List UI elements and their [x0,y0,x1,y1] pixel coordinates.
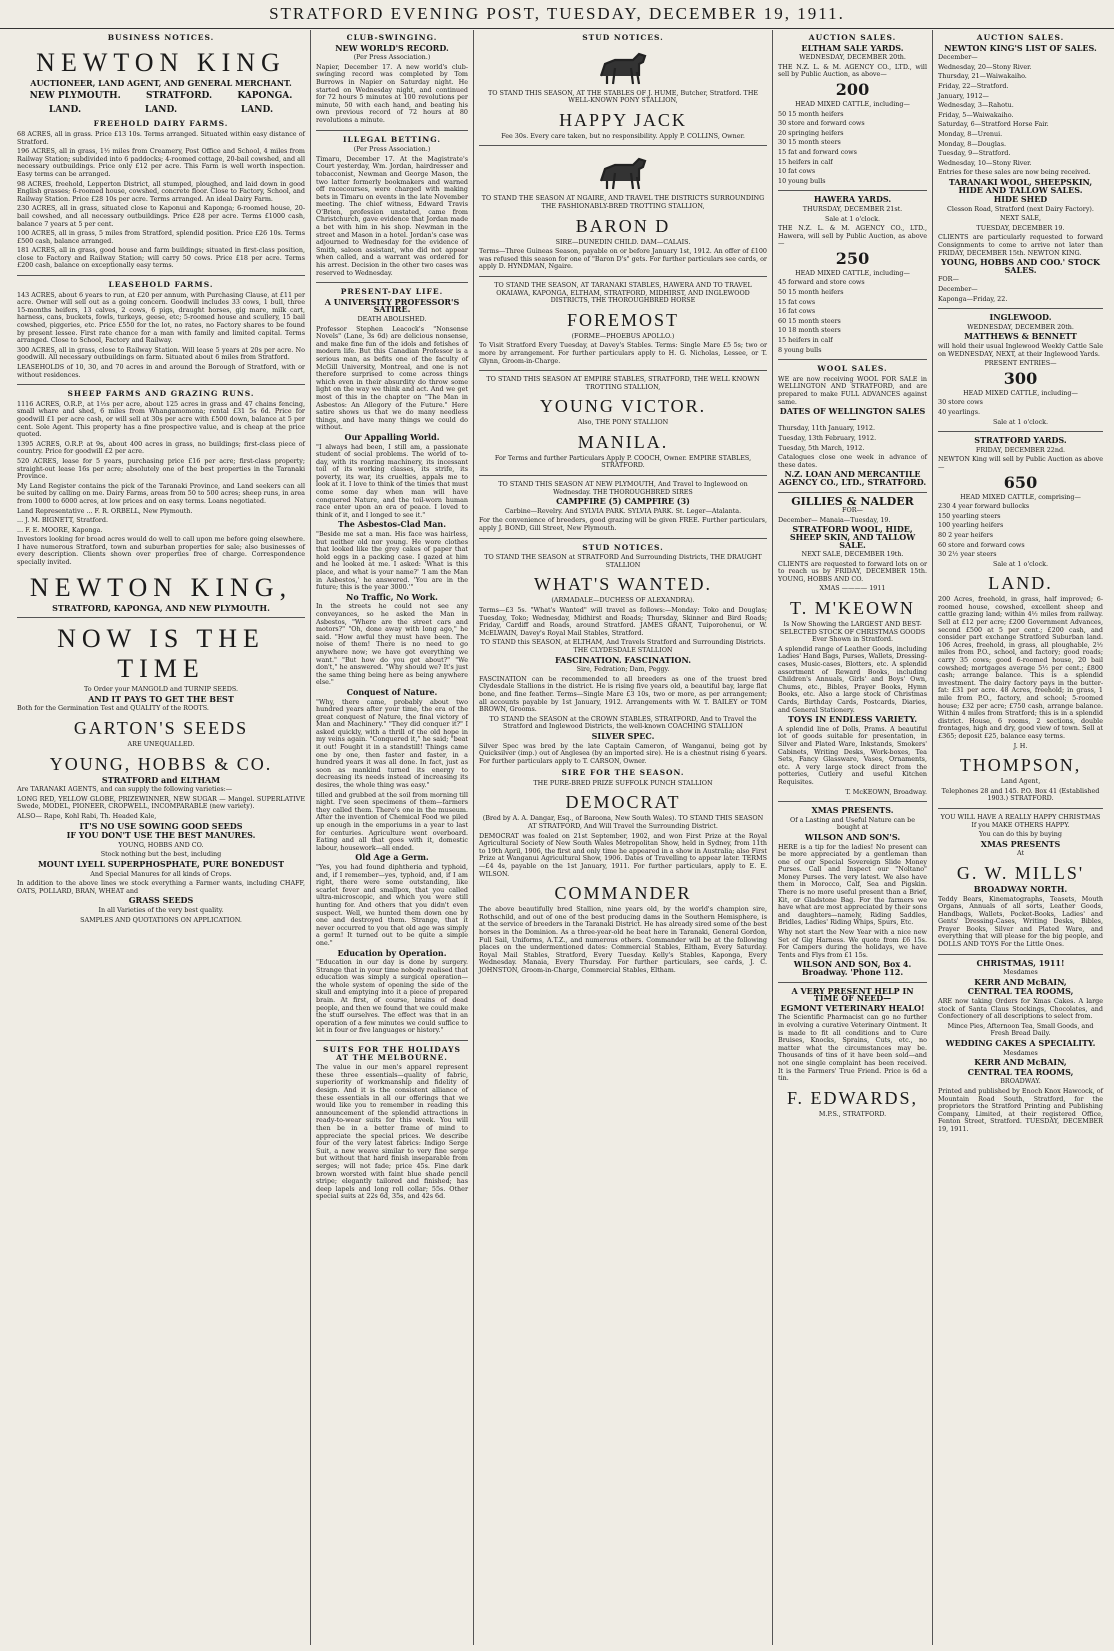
yv-also: Also, THE PONY STALLION [577,418,669,427]
town-new-plymouth: NEW PLYMOUTH. [29,91,121,102]
divider [316,130,468,131]
xp-text: HERE is a tip for the ladies! No present can be more appreciated by a gentleman than one of our Special Sovereign Slide Money Purses. Call and Inspect our "Noltano" Money Purses. The very latest. We also have them in Morocco, Calf, Sea and Pigskin. There is no more useful present than a Brief, Kit, or Gladstone Bag. For the farmers we have what are most appreciated by their sons and daughters—namely, Riding Saddles, Bridles, Ladies' Riding Whips, Spurs, Etc. [778,842,927,927]
bd-terms: Terms—Three Guineas Season, payable on or before January 1st, 1912. An offer of £100 was refused this season for one of "Baron D's" gets. For further particulars see cards, or apply D. HYNDMAN, Ngaire. [479,247,767,271]
listing: 1395 ACRES, O.R.P. at 9s, about 400 acres in grass, no buildings; first-class piece of country. Price for goodwill £2 per acre. [17,439,305,456]
cm-name: COMMANDER [554,883,692,904]
stud2-title: STUD NOTICES. [582,542,664,552]
horse-icon [593,151,653,191]
sale-date: Monday, 8—Douglas. [938,139,1007,148]
ss-terms: Silver Spec was bred by the late Captain Cameron, of Wanganui, being got by Quicksilver (imp.) out of Anglesea (by an imported sire). He is a chestnut rising 6 years. For further particulars apply to T. CARSON, Owner. [479,741,767,765]
eltham-date: WEDNESDAY, DECEMBER 20th. [799,53,906,62]
sale-date: Friday, 22—Stratford. [938,81,1009,90]
divider [316,282,468,283]
stock-line: Stock nothing but the best, including [100,850,222,859]
wellington-title: DATES OF WELLINGTON SALES— [779,406,926,424]
listing: 143 ACRES, about 6 years to run, at £20 per annum, with Purchasing Clause, at £11 per acre. Owner will sell out as a going concern. Goodwill includes 33 cows, 1 bull, three 15-months heifers, 13 calves, 2 cows, 6 pigs, draught horses, gig mare, milk cart, harness, cans, buckets, fowls, turkeys, geese, etc; 5-roomed house and scullery, 15 bail cowshed, piggeries, etc. Price £550 for the lot, no rates, no Factory shares to be found by present lessee. First rate chance for a man with family and limited capital. Terms arranged. Close to School, Factory and Railway. [17,290,305,345]
yhs-item: FOR— [938,275,959,284]
inglewood-date: WEDNESDAY, DECEMBER 20th. [967,322,1074,331]
firm-name: NEWTON KING [36,47,286,77]
young-hobbs-co: YOUNG, HOBBS & CO. [49,753,273,774]
nzl1-count: 200 [835,79,870,99]
listing: 181 ACRES, all in grass, good house and farm buildings; situated in first-class position, close to Factory and Railway Station; will carry 50 cows. Price £18 per acre. Terms £200 cash, balance on exceptionally easy terms. [17,246,305,270]
pdl-text: Professor Stephen Leacock's "Nonsense Novels" (Lane, 3s 6d) are delicious nonsense, and make fine fun of the idols and fetishes of modern life. But this Canadian Professor is a serious man, as befits one of the faculty of McGill University, Montreal, and one is not therefore surprised to come across things which even in their absurdity do throw some light on the way we think and act. And we get most of this in the chapter on "The Man in Asbestos: An Allegory of the Future." Here satire shows us that we do many needless things, and have many things we could do without. [316,324,468,432]
grass-seeds: GRASS SEEDS [128,895,194,906]
pdl-sub: DEATH ABOLISHED. [357,315,427,323]
central-tea-rooms: CENTRAL TEA ROOMS, [967,986,1074,997]
yv-name: YOUNG VICTOR. [539,396,707,417]
bd-sire: SIRE—DUNEDIN CHILD. DAM—CALAIS. [555,237,691,246]
cattle-item: 15 heifers in calf [778,336,833,345]
yv-name2: MANILA. [577,431,669,452]
gw-text: Teddy Bears, Kinematographs, Teasets, Mouth Organs, Annuals of all sorts, Leather Goods, Handbags, Wallets, Pocket-Books, Ladies' and Gents' Dressing-Cases, Writing Desks, Bibles, Prayer Books, Silver and Plated Ware, and everything that will please for the big people, and DOLLS AND TOYS For the Little Ones. [938,894,1103,949]
sale-date: Wednesday, 20—Stony River. [938,62,1032,71]
stratford-yards: STRATFORD YARDS. [974,435,1067,446]
mount-lyell-line: MOUNT LYELL SUPERPHOSPHATE, PURE BONEDUST [37,858,285,869]
thompson-name: THOMPSON, [959,755,1082,776]
cattle-item: 100 yearling heifers [938,521,1004,530]
germination-line: Both for the Germination Test and QUALITY of the ROOTS. [17,704,209,713]
club-byline: (Per Press Association.) [353,53,431,62]
fm-pedigree: (FORME—PHOEBUS APOLLO.) [571,331,675,340]
km-mince: Mince Pies, Afternoon Tea, Small Goods, and Fresh Bread Daily. [947,1021,1094,1038]
divider [778,982,927,983]
pays-line: AND IT PAYS TO GET THE BEST [88,693,234,704]
mb-text: will hold their usual Inglewood Weekly Cattle Sale on WEDNESDAY, NEXT, at their Inglewood Yards. [938,342,1103,358]
listing: 68 ACRES, all in grass. Price £13 10s. Terms arranged. Situated within easy distance of Stratford. [17,129,305,146]
ww-name: WHAT'S WANTED. [534,574,712,595]
eltham-yards: ELTHAM SALE YARDS. [801,42,904,53]
buried-text: tilled and grubbed at the soil from morning till night. I've seen specimens of them—farmers they called them. There's one in the museum. After the invention of Chemical Food we piled up enough in the emporiums in a year to last for centuries. Agriculture went overboard. Eating and all that goes with it, domestic labour, housework—all ended. [316,790,468,852]
divider [479,475,767,476]
also-line: ALSO— Rape, Kohl Rabi, Th. Headed Kale, [17,812,157,820]
wool-text: WE are now receiving WOOL FOR SALE in WELLINGTON AND STRATFORD, and are prepared to make FULL ADVANCES against same. [778,374,927,406]
wool-title: WOOL SALES. [817,364,888,374]
nk-title: NEWTON KING'S LIST OF SALES. [944,42,1097,53]
wellington-date: Thursday, 11th January, 1912. [778,424,875,433]
hide-shed: HIDE SHED [993,194,1048,205]
divider [778,801,927,802]
listing: 100 ACRES, all in grass, 5 miles from Stratford, splendid position. Price £26 10s. Terms £500 cash, balance arranged. [17,229,305,245]
fas-sub: Sire, Fedration; Dam, Peggy. [576,665,670,674]
stratford-date: FRIDAY, DECEMBER 22nd. [975,445,1066,454]
masthead: STRATFORD EVENING POST, TUESDAY, DECEMBER 19, 1911. [0,0,1114,29]
yhs-item: Kaponga—Friday, 22. [938,294,1008,303]
gw-address: BROADWAY NORTH. [973,883,1068,894]
fm-name: FOREMOST [566,309,680,330]
broadway: BROADWAY. [1000,1077,1041,1086]
column-auction-sales-2 [932,30,1108,1645]
appal-text: "I always had been, I still am, a passionate student of social problems. The world of to-day, with its roaring machinery, its incessant toil of its working classes, its strife, its poverty, its war, its cruelties, appals me to look at it. I love to think of the times that must come some day when man will have conquered Nature, and the toil-worn human race enter upon an era of peace. I loved to think of it, and I longed to see it." [316,442,468,519]
unequalled: ARE UNEQUALLED. [127,740,195,749]
special-manures: And Special Manures for all kinds of Crops. [90,869,232,878]
cattle-item: 80 2 year heifers [938,530,993,539]
fas-intro: TO STAND this SEASON, at ELTHAM, And Travels Stratford and Surrounding Districts. THE CLYDESDALE STALLION [480,638,766,654]
sale-date: Wednesday, 10—Stony River. [938,158,1032,167]
land-title: LAND. [988,573,1053,594]
asbestos-text: "Beside me sat a man. His face was hairless, but neither old nor young. He wore clothes that looked like the grey cakes of paper that hold eggs in a packing case. I gazed at him and he looked at me. I asked: 'What is this place, and what is your name?' 'I am the Man in Asbestos,' he answered. 'You are in the future; this is the year 3000.'" [316,530,468,592]
thompson-initials: J. H. [1013,741,1028,750]
asbestos-sub: The Asbestos-Clad Man. [337,519,446,530]
sale-date: January, 1912— [938,91,989,100]
cattle-item: 50 15 month heifers [778,288,844,297]
town-kaponga: KAPONGA. [237,91,293,102]
ww-terms: Terms—£3 5s. "What's Wanted" will travel as follows:—Monday: Toko and Douglas; Tuesday, Toko; Wednesday, Midhirst and Roads; Thursday, Skinner and Bird Roads; Friday, Cardiff and Roads, around Stratford. JAMES GRANT, Tuiporohenui, or W. McELWAIN, Davey's Royal Mail Stables, Stratford. [479,606,767,637]
xp-firm: WILSON AND SON'S. [804,831,901,842]
km-text: ARE now taking Orders for Xmas Cakes. A large stock of Santa Claus Stockings, Chocolates, and Confectionery of all descriptions to select from. [938,997,1103,1021]
cattle-item: 40 yearlings. [938,407,981,416]
cattle-item: 150 yearling steers [938,511,1001,520]
nzl2-count: 250 [835,248,870,268]
divider [479,276,767,277]
sale-date: Monday, 8—Urenui. [938,129,1003,138]
seed-varieties: LONG RED, YELLOW GLOBE, PRIZEWINNER, NEW SUGAR — Mangel. SUPERLATIVE Swede, MODEL, PIONEER, CROPWELL, INCOMPARABLE (new variety). [17,794,305,811]
mb-present: PRESENT ENTRIES— [984,359,1057,368]
cattle-item: 30 15 month steers [778,138,841,147]
divider [479,370,767,371]
column-auction-sales [772,30,932,1645]
fm-intro: TO STAND THE SEASON, AT TARANAKI STABLES, HAWERA AND TO TRAVEL OKAIAWA, KAPONGA, ELTHAM, STRATFORD, MIDHIRST, AND INGLEWOOD DISTRICTS, THE THOROUGHBRED HORSE [494,280,752,305]
cattle-item: 30 2½ year steers [938,550,997,559]
illegal-text: Timaru, December 17. At the Magistrate's Court yesterday, Wm. Jordan, hairdresser and tobacconist, Newman and George Mason, the two latter formerly bookmakers and warned off racecourses, were charged with making bets in Timaru on events in the late November meeting. The chief witness, Edward Travis O'Brien, profession unstated, came from Christchurch, gave evidence that Jordan made a bet with him in his shop. Newman in the street and Mason in a hotel. Jordan's case was adjourned to Wednesday for the evidence of Smith, saloon assistant, who did not appear when called, and a warrant was ordered for his arrest. Decision in the other two cases was reserved to Wednesday. [316,154,468,277]
hj-name: HAPPY JACK [559,109,687,130]
mesdames: Mesdames [1003,1048,1038,1057]
now-headline: NOW IS THE TIME [57,624,265,684]
yhs-title: YOUNG, HOBBS AND COO.' STOCK SALES. [941,257,1100,275]
land-label: LAND. [48,104,82,115]
dem-bred: (Bred by A. A. Dangar, Esq., of Baroona, New South Wales). TO STAND THIS SEASON AT STRATFORD, And Will Travel the Surrounding District. [482,814,764,831]
wedding-cakes: WEDDING CAKES A SPECIALITY. [945,1038,1096,1048]
firm-name-footer: NEWTON KING, [29,572,293,602]
mb-count: 300 [1003,368,1038,388]
mesdames: Mesdames [1003,968,1038,977]
dem-name: DEMOCRAT [565,792,681,813]
stratford-eltham: STRATFORD and ELTHAM [101,774,221,785]
freehold-title: FREEHOLD DAIRY FARMS. [93,119,229,129]
sire-title: SIRE FOR THE SEASON. [561,768,685,778]
xp-sign: WILSON AND SON, Box 4. Broadway. 'Phone 112. [793,959,912,977]
cattle-item: 10 18 month steers [778,326,841,335]
club-title: CLUB-SWINGING. [346,33,438,42]
hide-location: Clesson Road, Stratford (next Dairy Factory). [947,204,1094,213]
nzl2-intro: THE N.Z. L. & M. AGENCY CO., LTD., Hawera, will sell by Public Auction, as above— [778,224,927,248]
town-stratford: STRATFORD. [145,91,213,102]
wellington-date: Tuesday, 13th February, 1912. [778,433,877,442]
club-text: Napier, December 17. A new world's club-swinging record was completed by Tom Burrows in Napier on Saturday night. He started on Wednesday night, and continued for 72 hours 5 minutes at 100 revolutions per minute, 50 with each hand, and beating his own previous record of 72 hours at 80 revolutions a minute. [316,62,468,124]
pdl-head: A UNIVERSITY PROFESSOR'S SATIRE. [324,296,460,315]
gn-for: FOR— [842,506,863,515]
bd-name: BARON D [575,215,671,236]
divider [316,1040,468,1041]
seed-order-line: To Order your MANGOLD and TURNIP SEEDS. [83,685,239,694]
gillies-nalder: GILLIES & NALDER [791,494,914,508]
tw-title: TARANAKI WOOL, SHEEPSKIN, HIDE AND TALLOW SALES. [948,176,1093,195]
divider [938,954,1103,955]
nk-entries: Entries for these sales are now being received. [938,168,1091,177]
mk-text: A splendid range of Leather Goods, including Ladies' Hand Bags, Purses, Wallets, Dressing-cases, Music-cases, Blotters, etc. A splendid assortment of Reward Books, including Children's Annuals, Girls' and Boys' Own, Chums, etc., Bibles, Prayer Books, Hymn Books, etc. Also a large stock of Christmas Cards, Birthday Cards, Postcards, Diaries, and General Stationery. [778,644,928,714]
notraffic-sub: No Traffic, No Work. [346,591,438,602]
cattle-item: 30 store cows [938,398,983,407]
sheep-title: SHEEP FARMS AND GRAZING RUNS. [67,389,255,399]
cattle-item: 50 15 month heifers [778,109,844,118]
listing: 1116 ACRES, O.R.P., at 1½s per acre, about 125 acres in grass and 47 chains fencing, small whare and shed, 6 miles from Whangamomona; rental £31 5s 6d. Price for goodwill £1 per acre cash, or will sell at 30s per acre with £500 down, balance at 5 per cent. Sole Agent. This property has a fine prospective value, and is cheap at the price quoted. [17,399,305,439]
cs-sub: Carbine—Revelry. And SYLVIA PARK. SYLVIA PARK. St. Leger—Atalanta. [504,506,742,515]
nk2-intro: NEWTON King will sell by Public Auction as above— [938,455,1103,471]
fm-terms: To Visit Stratford Every Tuesday, at Davey's Stables. Terms: Single Mare £5 5s; two or more by arrangement. For further particulars apply to H. G. Nicholas, Lessee, or T. Glynn, Groom-in-Charge. [479,341,767,365]
listing: 230 ACRES, all in grass, situated close to Kaponui and Kaponga; 6-roomed house, 20-bail cowshed, and all necessary outbuildings. Price £28 per acre. Terms £1000 cash, balance 7 years at 5 per cent. [17,204,305,228]
xp-sub: Of a Lasting and Useful Nature can be bought at [789,815,916,832]
young-hobbs-signature: YOUNG, HOBBS AND CO. [118,840,204,849]
cattle-item: 230 4 year forward bullocks [938,502,1030,511]
cattle-item: 15 heifers in calf [778,157,833,166]
divider [938,431,1103,432]
divider [479,145,767,146]
appal-sub: Our Appalling World. [344,431,440,442]
column-stud-notices [473,30,772,1645]
no-use-line: IT'S NO USE SOWING GOOD SEEDS [79,820,243,831]
cattle-item: 8 young bulls [778,345,822,354]
agents-line: Are TARANAKI AGENTS, and can supply the following varieties:— [17,785,233,794]
divider [17,275,305,276]
divider [778,492,927,493]
auction-title: AUCTION SALES. [808,33,897,42]
merry-text: YOU WILL HAVE A REALLY HAPPY CHRISTMAS If you MAKE OTHERS HAPPY. [940,812,1101,829]
mk-showing: Is Now Showing the LARGEST AND BEST-SELECTED STOCK OF CHRISTMAS GOODS Ever Shown in Stratford. [779,620,926,644]
nzl2-head: HEAD MIXED CATTLE, including— [795,268,910,277]
yhs-item: December— [938,285,978,294]
nk2-head: HEAD MIXED CATTLE, comprising— [960,492,1081,501]
next-sale: NEXT SALE, [999,214,1042,223]
cattle-item: 16 fat cows [778,307,816,316]
hide-title: STRATFORD WOOL, HIDE, SHEEP SKIN, AND TALLOW SALE. [789,524,916,550]
nk2-count: 650 [1003,472,1038,492]
gartons-seeds: GARTON'S SEEDS [73,718,249,739]
cattle-item: 60 15 month steers [778,316,841,325]
land-text: 200 Acres, freehold, in grass, half improved; 6-roomed house, cowshed, excellent sheep and cattle grazing land; within 4½ miles from railway. Sell at £12 per acre; £200 Government Advances, second £500 at 5 per cent.; £200 cash, and consider part exchange Stratford Suburban land. 106 Acres, freehold, in grass, all ploughable, 2½ miles from P.O., school, and factory; good roads; carry 35 cows; good 6-roomed house, 20 bail cowshed; mortgages average 5½ per cent.; £800 cash; arrange balance. This is a splendid investment. The dairy factory pays in the butter-fat: £31 per acre. 48 Acres, freehold; in grass, 1 mile from P.O., factory, and school; 5-roomed house; £32 per acre; £750 cash, arrange balance. Within 4 miles from Stratford; this is in a splendid district. House, 6 rooms, 2 sections, double frontages, high and dry, good view of town. Sell at £365; deposit £25, balance easy terms. [938,595,1103,740]
mb-head: HEAD MIXED CATTLE, including— [963,388,1078,397]
club-head: NEW WORLD'S RECORD. [335,42,449,53]
ss-name: SILVER SPEC. [591,730,655,741]
suits-text: The value in our men's apparel represent these three essentials—quality of fabric, superiority of workmanship and fidelity of design. And it is the consistent alliance of these essentials in all our offerings that we would like you to remember in reading this announcement of the splendid attractions in ready-to-wear suits for this week. You will then be in a better frame of mind to appreciate the special prices. We describe four of the very latest fabrics: Indigo Serge Suit, a new weave similar to very fine serge but without that hard finish inseparable from serges; will not fade; price 45s. Fine dark brown worsted with faint blue shade pencil stripe; elegantly tailored and finished; has deep lapels and long roll collar; 55s. Other special suits at 22s 6d, 35s, and 42s 6d. [316,1063,468,1201]
hawera-yards: HAWERA YARDS. [813,194,892,205]
hawera-time: Sale at 1 o'clock. [824,214,881,223]
cs-names: CAMPFIRE (5) CAMPFIRE (3) [556,496,690,507]
kerr-mcbain: KERR AND McBAIN, [974,1057,1067,1068]
cattle-item: 10 young bulls [778,176,826,185]
illegal-title: ILLEGAL BETTING. [343,134,441,144]
hide-text: CLIENTS are requested to forward lots on or to reach us by FRIDAY, DECEMBER 15th. YOUNG, HOBBS AND CO. [778,559,927,583]
ss-intro: TO STAND the SEASON at the CROWN STABLES, STRATFORD, And to Travel the Stratford and Inglewood Districts, the well-known COACHING STALLION [489,714,757,731]
wellington-date: Tuesday, 5th March, 1912. [778,443,865,452]
gw-can: You can do this by buying [978,830,1062,839]
cattle-item: 10 fat cows [778,167,816,176]
cattle-item: 30 store and forward cows [778,119,865,128]
mb-name: MATTHEWS & BENNETT [964,331,1077,342]
xmas-head: CHRISTMAS, 1911! [976,957,1065,968]
leasehold-title: LEASEHOLD FARMS. [108,280,214,290]
representative: ... F. E. MOORE, Kaponga. [17,525,103,534]
listing: 196 ACRES, all in grass, 1½ miles from Creamery, Post Office and School, 4 miles from Railway Station; subdivided into 6 paddocks; 4-roomed cottage, 20-bail cowshed, and all necessary outbuildings. Price only £12 per acre. This Farm is well worth inspection. Easy terms can be arranged. [17,147,305,178]
toys: TOYS IN ENDLESS VARIETY. [788,714,917,725]
edwards-name: F. EDWARDS, [786,1087,919,1108]
mk-sign: T. McKEOWN, Broadway. [845,787,927,796]
gw-name: G. W. MILLS' [956,862,1085,883]
section-title: BUSINESS NOTICES. [107,33,215,42]
land-register: My Land Register contains the pick of the Taranaki Province, and Land seekers can all be suited by calling on me. Dairy Farms, areas from 50 to 500 acres; sheep runs, in area from 1000 to 6000 acres, at low prices and on easy terms. Loans negotiated. [17,481,305,505]
horse-icon [593,46,653,86]
dem-intro: THE PURE-BRED PRIZE SUFFOLK PUNCH STALLION [533,778,713,787]
cs-terms: For the convenience of breeders, good grazing will be given FREE. Further particulars, apply J. BOND, Gill Street, New Plymouth. [479,516,767,533]
cattle-item: 15 fat cows [778,297,816,306]
yv-terms: For Terms and further Particulars Apply P. COOCH, Owner. EMPIRE STABLES, STRATFORD. [494,453,752,470]
next-date: TUESDAY, DECEMBER 19. [976,223,1065,232]
thompson-sub: Land Agent, [1000,777,1041,786]
sale-date: Wednesday, 3—Rahotu. [938,101,1014,110]
nzl1-head: HEAD MIXED CATTLE, including— [795,99,910,108]
samples-line: SAMPLES AND QUOTATIONS ON APPLICATION. [80,915,242,924]
xp-title: XMAS PRESENTS. [811,805,894,816]
oldage-text: "Yes, you had found diphtheria and typhoid, and, if I remember—yes, typhoid, and, if I am right, there were some outstanding, like scarlet fever and smallpox, that you called ultra-microscopic, and which you were still hunting for. And others that you didn't even suspect. Well, we hunted them down one by one and destroyed them. Strange, that it never occurred to you that old age was simply a germ! It turned out to be quite a simple one." [316,862,468,947]
xp-text2: Why not start the New Year with a nice new Set of Gig Harness. We quote from £6 15s. For Campers during the holidays, we have Tents and Flys from £1 15s. [778,928,927,959]
illegal-byline: (Per Press Association.) [353,145,431,154]
investors-note: Investors looking for broad acres would do well to call upon me before going elsewhere. I have numerous Stratford, town and suburban properties for sale; also businesses of every description. Clients shown over properties free of charge. Correspondence specially invited. [17,535,305,567]
conquest-sub: Conquest of Nature. [346,686,438,697]
divider [479,538,767,539]
cattle-item: 15 fat and forward cows [778,147,857,156]
if-you-line: IF YOU DON'T USE THE BEST MANURES. [66,830,256,841]
representative: ... J. M. BIGNETT, Stratford. [17,516,108,525]
representative: Land Representative ... F. R. ORBELL, New Plymouth. [17,506,193,515]
cattle-item: 45 forward and store cows [778,278,865,287]
mb-time: Sale at 1 o'clock. [992,417,1049,426]
notraffic-text: In the streets he could not see any conveyances, so he asked the Man in Asbestos, "Where are the street cars and motors?" "Oh, done away with long ago," he said. "How awful they must have been. The noise of them! There is no need to go anywhere now; we have got everything we want." "But how do you get about?" "We don't," he answered. "Why should we? It's just the same thing being here as being anywhere else." [316,602,468,687]
hide-date: NEXT SALE, DECEMBER 19th. [801,550,904,559]
land-label: LAND. [144,104,178,115]
gw-xmas: XMAS PRESENTS [980,838,1061,849]
divider [17,384,305,385]
inglewood-title: INGLEWOOD. [989,312,1052,323]
divider [938,308,1103,309]
sale-date: Friday, 5—Waiwakaiho. [938,110,1014,119]
gw-at: At [1016,849,1025,858]
nzl1-intro: THE N.Z. L. & M. AGENCY CO., LTD., will sell by Public Auction, as above— [778,62,927,79]
kerr-mcbain: KERR AND McBAIN, [974,976,1067,987]
cs-intro: TO STAND THIS SEASON AT NEW PLYMOUTH, And Travel to Inglewood on Wednesday. THE THOROUGHBRED SIRES [498,480,748,496]
fas-name: FASCINATION. FASCINATION. [554,654,692,665]
imprint: Printed and published by Enoch Knox Hawcock, of Mountain Road South, Stratford, for the proprietors the Stratford Printing and Publishing Company, Limited, at their registered Office, Fenton Street, Stratford. TUESDAY, DECEMBER 19, 1911. [938,1086,1103,1133]
education-text: "Education in our day is done by surgery. Strange that in your time nobody realised that education was simply a surgical operation—the whole system of opening the side of the skull and emptying into it a piece of prepared brain. At first, of course, brains of dead people, and then we found that we could make the stuff ourselves. The effect was that in an operation of a few minutes we could suffice to let in four or five languages or history." [316,958,468,1035]
towns-row [17,93,305,101]
xmas-rule: XMAS ———— 1911 [819,584,886,593]
oldage-sub: Old Age a Germ. [355,852,429,863]
divider [778,190,927,191]
education-sub: Education by Operation. [337,947,447,958]
auction-title: AUCTION SALES. [976,33,1065,42]
land-row [17,104,305,115]
yv-intro: TO STAND THIS SEASON AT EMPIRE STABLES, STRATFORD, THE WELL KNOWN TROTTING STALLION, [486,375,760,391]
conquest-text: "Why, there came, probably about two hundred years after your time, the era of the great conquest of Nature, the final victory of Man and Machinery." "They did conquer it?" I asked quickly, with a thrill of the old hope in my veins again. "Conquered it," he said; "beat it out! Fought it in a standstill! Things came one by one, then faster and faster, in a hundred years it was all done. In fact, just as soon as mankind turned its energy to decreasing its needs instead of increasing its desires, the whole thing was easy." [316,697,468,790]
listing: 520 ACRES, lease for 5 years, purchasing price £16 per acre; first-class property; straight-out lease 16s per acre; absolutely one of the best properties in the Taranaki Province. [17,456,305,481]
listing: LEASEHOLDS of 10, 30, and 70 acres in and around the Borough of Stratford, with or without residences. [17,363,305,379]
pdl-title: PRESENT-DAY LIFE. [340,287,444,297]
mk-text2: A splendid line of Dolls, Prams. A beautiful lot of goods suitable for presentation, in Silver and Plated Ware, Inkstands, Smokers' Cabinets, Writing Desks, Work-boxes, Tea Sets, Fancy Glassware, Vases, Ornaments, etc. A very large stock direct from the potteries, Cutlery and useful Kitchen Requisites. [778,724,927,786]
listing: 98 ACRES, freehold, Lepperton District, all stumped, ploughed, and laid down in good English grasses; 6-roomed house, cowshed, concrete floor. Close to Factory, School, and Railway Station. Price £28 10s per acre. Terms arranged. An ideal Dairy Farm. [17,179,305,203]
divider [778,359,927,360]
wellington-note: Catalogues close one week in advance of these dates. [778,453,927,469]
nk2-time: Sale at 1 o'clock. [992,559,1049,568]
hawera-date: THURSDAY, DECEMBER 21st. [802,204,903,213]
thompson-contact: Telephones 28 and 145. P.O. Box 41 (Established 1903.) STRATFORD. [941,786,1100,803]
column-news [310,30,473,1645]
clients: CLIENTS are particularly requested to forward Consignments to come to arrive not later than FRIDAY, DECEMBER 15th. NEWTON KING. [938,233,1103,257]
varieties-quality: In all Varieties of the very best quality. [98,905,224,914]
sale-date: Thursday, 21—Waiwakaiho. [938,72,1027,81]
vph-text: The Scientific Pharmacist can go no further in evolving a curative Veterinary Ointment. It is made to fit all conditions and to Cure Bruises, Knocks, Sprains, Cuts, etc., no matter what the circumstances may be. Thousands of tins of it have been sold—and not one single complaint has been received. It is the Farmers' True Friend. Price is 6d a tin. [778,1013,927,1083]
dem-text: DEMOCRAT was foaled on 21st September, 1902, and won First Prize at the Royal Agricultural Society of New South Wales Metropolitan Show, held in Sydney, from 11th to 19th April, 1906, the first and only time he appeared in a show in Australia; also First Prize at Wanganui Agricultural Show, 1906. Dates of Travelling to appear later. TERMS—£4 4s, payable on the 1st January, 1911. For further particulars, apply to E. E. WILSON. [479,831,767,878]
divider [17,617,305,618]
column-business-notices [12,30,310,1645]
hj-terms: Fee 30s. Every care taken, but no responsibility. Apply P. COLLINS, Owner. [501,131,745,140]
nz-loan: N.Z. LOAN AND MERCANTILE AGENCY CO., LTD., STRATFORD. [778,469,927,487]
sale-date: Tuesday, 9—Stratford. [938,149,1011,158]
suits-title: SUITS FOR THE HOLIDAYS AT THE MELBOURNE. [323,1045,461,1062]
cm-text: The above beautifully bred Stallion, nine years old, by the world's champion sire, Rothschild, and out of one of the best producing dams in the Southern Hemisphere, is at the service of breeders in the Taranaki District. He has already sired some of the best horses in the Dominion. As a three-year-old he beat here in Taranaki, General Gordon, Full Sail, Uniforms, A.T.Z., and numerous others. Commander will be at the following places on the undermentioned dates: Commercial Stables, Eltham, Every Saturday. Royal Mail Stables, Stratford, Every Tuesday. Kelly's Stables, Kaponga, Every Wednesday. Manaia, Every Thursday. For further particulars, see cards, J. C. JOHNSTON, Groom-in-Charge, Commercial Stables, Eltham. [479,905,767,974]
cattle-item: 20 springing heifers [778,128,844,137]
vph-title: A VERY PRESENT HELP IN TIME OF NEED— [791,985,914,1004]
central-tea-rooms: CENTRAL TEA ROOMS, [967,1066,1074,1077]
hj-intro: TO STAND THIS SEASON, AT THE STABLES OF J. HUME, Butcher, Stratford. THE WELL-KNOWN PONY STALLION, [487,88,759,105]
firm-description: AUCTIONEER, LAND AGENT, AND GENERAL MERCHANT. [30,77,292,88]
ww-intro: TO STAND THE SEASON at STRATFORD And Surrounding Districts, THE DRAUGHT STALLION [484,553,762,569]
fas-terms: FASCINATION can be recommended to all breeders as one of the truest bred Clydesdale Stallions in the district. He is rising five years old, a beautiful bay, large flat bone, and fine feather. Terms—Single Mare £3 10s, two or more, as per arrangement; all accounts payable by 1st January, 1912. Arrangements with W. T. BAILEY or TOM BROWN, Grooms. [479,674,767,714]
sale-date: Saturday, 6—Stratford Horse Fair. [938,120,1049,129]
divider [938,808,1103,809]
sale-date: December— [938,53,978,62]
cattle-item: 60 store and forward cows [938,540,1025,549]
stud-title: STUD NOTICES. [582,33,664,42]
listing: 300 ACRES, all in grass, close to Railway Station. Will lease 5 years at 20s per acre. No goodwill. All necessary outbuildings on farm. Situated about 6 miles from Stratford. [17,345,305,362]
edwards-sub: M.P.S., STRATFORD. [818,1109,887,1118]
firm-towns-footer: STRATFORD, KAPONGA, AND NEW PLYMOUTH. [52,602,270,613]
ww-pedigree: (ARMADALE—DUCHESS OF ALEXANDRA). [551,596,695,605]
bd-intro: TO STAND THE SEASON AT NGAIRE, AND TRAVEL THE DISTRICTS SURROUNDING THE FASHIONABLY-BRED TROTTING STALLION, [481,194,765,210]
addition-line: In addition to the above lines we stock everything a Farmer wants, including CHAFF, OATS, POLLARD, BRAN, WHEAT and [17,879,305,895]
gn-dates: December— Manaia—Tuesday, 19. [778,515,891,524]
land-label: LAND. [240,104,274,115]
vph-sub: EGMONT VETERINARY HEALO! [780,1002,925,1013]
mckeown-name: T. M'KEOWN [790,598,915,619]
